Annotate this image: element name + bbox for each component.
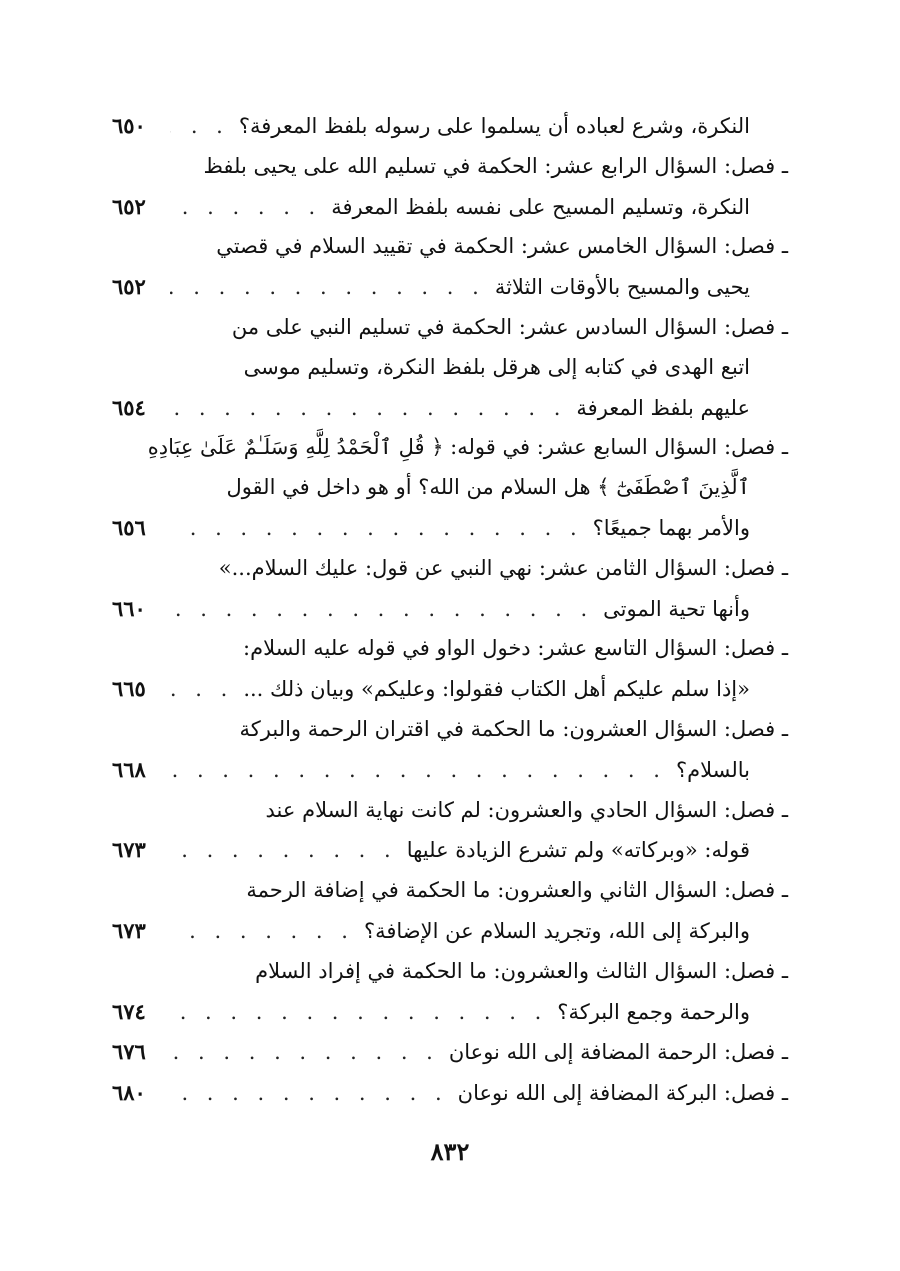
toc-entry — [112, 147, 788, 228]
dot-leader — [170, 670, 233, 710]
toc-entry-last-line — [112, 669, 788, 710]
toc-entry-last-text: النكرة، وتسليم المسيح على نفسه بلفظ المعرفة — [331, 194, 750, 219]
dot-leader — [170, 268, 485, 308]
toc-entry-last-text: ـ فصل: البركة المضافة إلى الله نوعان — [457, 1081, 788, 1106]
toc-page-number: ٦٥٢ — [112, 193, 146, 219]
dot-leader — [170, 1074, 448, 1114]
table-of-contents — [112, 106, 788, 1114]
toc-entry-line: ـ فصل: السؤال العشرون: ما الحكمة في اقتران الرحمة والبركة — [239, 716, 788, 741]
toc-page-number: ٦٧٣ — [112, 837, 146, 863]
toc-entry-line: اتبع الهدى في كتابه إلى هرقل بلفظ النكرة، وتسليم موسى — [243, 354, 750, 379]
toc-entry-last-text: والبركة إلى الله، وتجريد السلام عن الإضافة؟ — [363, 918, 750, 943]
toc-entry-last-line — [112, 589, 788, 630]
toc-entry-line: ـ فصل: السؤال السابع عشر: في قوله: ﴿ قُلِ ٱلْحَمْدُ لِلَّهِ وَسَلَـٰمٌ عَلَىٰ عِبَادِهِ — [147, 435, 788, 460]
toc-entry-last-line — [112, 911, 788, 952]
toc-entry — [112, 629, 788, 710]
toc-entry-last-line — [112, 187, 788, 228]
toc-entry-line: ـ فصل: السؤال الحادي والعشرون: لم كانت نهاية السلام عند — [265, 797, 788, 822]
toc-page-number: ٦٦٨ — [112, 756, 146, 782]
toc-entry-last-line — [112, 992, 788, 1033]
toc-page-number: ٦٨٠ — [112, 1080, 146, 1106]
toc-entry-line: ـ فصل: السؤال الثالث والعشرون: ما الحكمة في إفراد السلام — [255, 958, 788, 983]
toc-entry-last-text: قوله: «وبركاته» ولم تشرع الزيادة عليها — [406, 838, 750, 863]
dot-leader — [170, 993, 547, 1033]
toc-entry-last-text: يحيى والمسيح بالأوقات الثلاثة — [494, 275, 750, 300]
toc-entry — [112, 106, 788, 147]
toc-entry — [112, 1032, 788, 1073]
toc-entry — [112, 1073, 788, 1114]
toc-entry-last-text: وأنها تحية الموتى — [603, 596, 750, 621]
toc-entry-last-line — [112, 508, 788, 549]
toc-entry-last-line — [112, 1032, 788, 1073]
page-number: ٨٣٢ — [430, 1137, 470, 1166]
toc-entry-last-line — [112, 106, 788, 147]
toc-entry-line: ـ فصل: السؤال السادس عشر: الحكمة في تسليم النبي على من — [231, 314, 788, 339]
toc-page-number: ٦٥٠ — [112, 113, 146, 138]
toc-entry-last-text: بالسلام؟ — [675, 757, 750, 782]
toc-entry-line: ـ فصل: السؤال التاسع عشر: دخول الواو في قوله عليه السلام: — [243, 636, 788, 661]
toc-entry-line: ـ فصل: السؤال الرابع عشر: الحكمة في تسليم الله على يحيى بلفظ — [203, 153, 788, 178]
toc-entry — [112, 710, 788, 791]
toc-entry-last-text: عليهم بلفظ المعرفة — [576, 395, 750, 420]
toc-entry — [112, 428, 788, 548]
dot-leader — [170, 188, 321, 228]
toc-entry-line: ـ فصل: السؤال الخامس عشر: الحكمة في تقييد السلام في قصتي — [216, 234, 788, 259]
toc-entry — [112, 227, 788, 308]
toc-entry-last-line — [112, 267, 788, 308]
toc-entry-last-line — [112, 750, 788, 791]
dot-leader — [170, 1033, 439, 1073]
toc-entry-line: ـ فصل: السؤال الثامن عشر: نهي النبي عن قول: عليك السلام...» — [218, 555, 788, 580]
dot-leader — [170, 509, 583, 549]
toc-entry-last-text: النكرة، وشرع لعباده أن يسلموا على رسوله بلفظ المعرفة؟ — [238, 114, 750, 138]
toc-entry-last-text: والرحمة وجمع البركة؟ — [557, 999, 750, 1024]
toc-page-number: ٦٦٥ — [112, 676, 146, 702]
toc-page-number: ٦٦٠ — [112, 595, 146, 621]
toc-page-number: ٦٧٤ — [112, 998, 146, 1024]
dot-leader — [170, 912, 354, 952]
dot-leader — [170, 751, 666, 791]
toc-page-number: ٦٧٦ — [112, 1039, 146, 1065]
toc-page-number: ٦٧٣ — [112, 917, 146, 943]
toc-entry-line: ـ فصل: السؤال الثاني والعشرون: ما الحكمة في إضافة الرحمة — [246, 878, 788, 903]
toc-page-number: ٦٥٢ — [112, 274, 146, 300]
toc-entry-last-text: والأمر بهما جميعًا؟ — [592, 515, 750, 540]
toc-entry-last-text: «إذا سلم عليكم أهل الكتاب فقولوا: وعليكم» وبيان ذلك ... — [243, 677, 750, 702]
toc-entry-last-line — [112, 388, 788, 429]
toc-entry — [112, 791, 788, 872]
dot-leader — [170, 590, 593, 630]
toc-entry-last-line — [112, 1073, 788, 1114]
toc-entry — [112, 952, 788, 1033]
dot-leader — [170, 831, 397, 871]
toc-entry-last-line — [112, 830, 788, 871]
toc-entry-line: ٱلَّذِينَ ٱصْطَفَىٰٓ ﴾ هل السلام من الله؟ أو هو داخل في القول — [226, 475, 750, 500]
dot-leader — [170, 107, 229, 147]
toc-entry — [112, 549, 788, 630]
toc-page-number: ٦٥٤ — [112, 394, 146, 420]
toc-page-number: ٦٥٦ — [112, 514, 146, 540]
toc-entry — [112, 308, 788, 428]
dot-leader — [170, 389, 566, 429]
toc-entry — [112, 871, 788, 952]
toc-entry-last-text: ـ فصل: الرحمة المضافة إلى الله نوعان — [448, 1040, 788, 1065]
